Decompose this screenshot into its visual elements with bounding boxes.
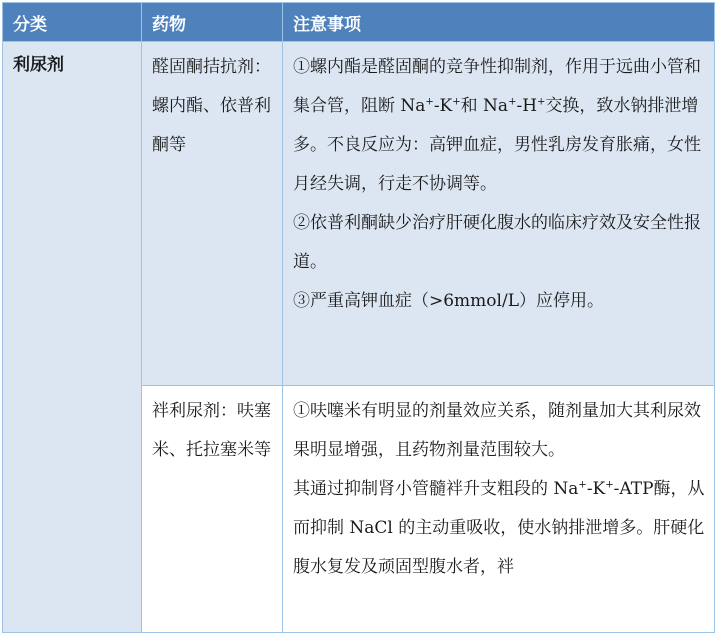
header-notes: 注意事项 <box>283 3 715 42</box>
header-category: 分类 <box>3 3 142 42</box>
drug-cell: 醛固酮拮抗剂：螺内酯、依普利酮等 <box>142 42 283 386</box>
header-row <box>3 3 715 42</box>
note-paragraph: ①螺内酯是醛固酮的竞争性抑制剂，作用于远曲小管和集合管，阻断 Na+-K+和 Na+-H+交换，致水钠排泄增多。不良反应为：高钾血症，男性乳房发育胀痛，女性月经失调，行走不协调等。 <box>293 57 701 194</box>
note-paragraph: ③严重高钾血症（>6mmol/L）应停用。 <box>293 291 604 311</box>
note-paragraph: ①呋噻米有明显的剂量效应关系，随剂量加大其利尿效果明显增强，且药物剂量范围较大。 <box>293 401 701 460</box>
drug-cell: 袢利尿剂：呋塞米、托拉塞米等 <box>142 386 283 633</box>
note-paragraph: 其通过抑制肾小管髓袢升支粗段的 Na+-K+-ATP酶，从而抑制 NaCl 的主动重吸收，使水钠排泄增多。肝硬化腹水复发及顽固型腹水者，袢 <box>293 479 705 577</box>
notes-cell <box>283 42 715 386</box>
table-row <box>3 42 715 386</box>
drug-table <box>2 2 715 633</box>
notes-cell <box>283 386 715 633</box>
category-cell: 利尿剂 <box>3 42 142 633</box>
note-paragraph: ②依普利酮缺少治疗肝硬化腹水的临床疗效及安全性报道。 <box>293 213 701 272</box>
header-drug: 药物 <box>142 3 283 42</box>
